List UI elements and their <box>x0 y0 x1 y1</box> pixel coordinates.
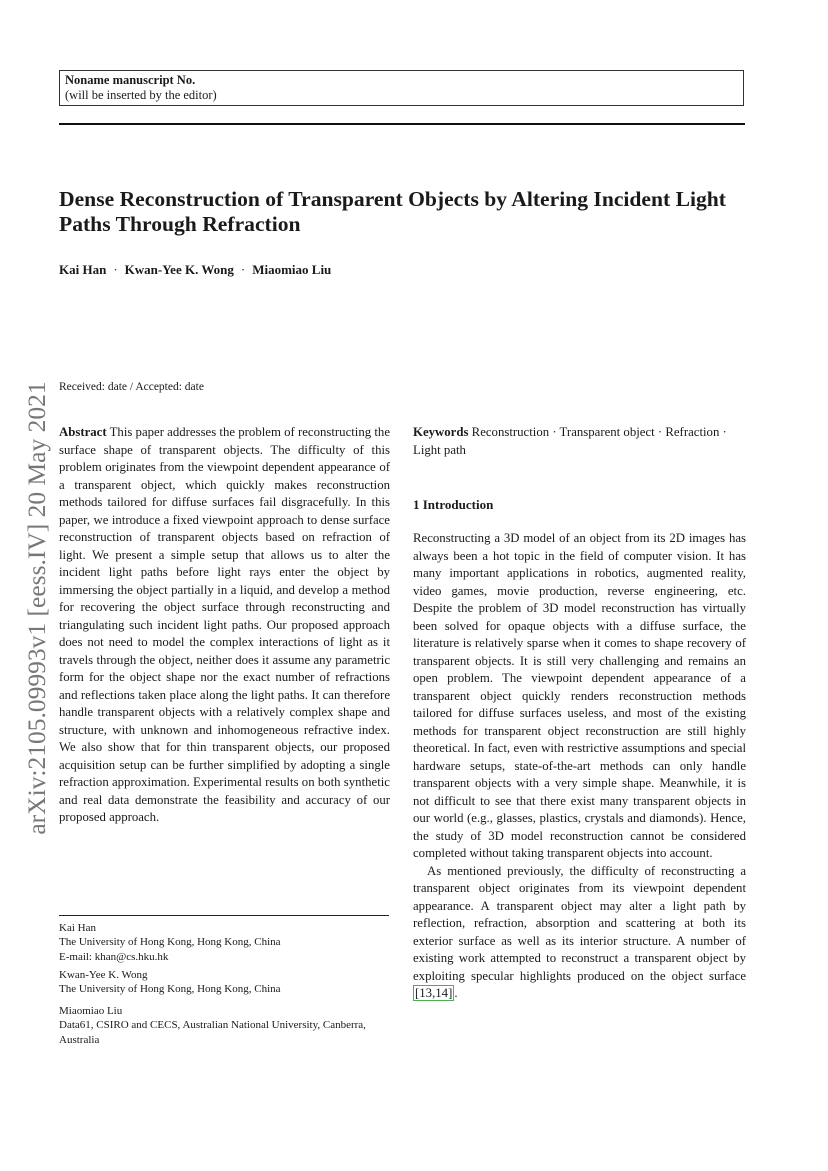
arxiv-stamp <box>15 355 59 860</box>
editor-note: (will be inserted by the editor) <box>65 88 217 102</box>
author-name: Kai Han <box>59 262 107 277</box>
affiliation-org: The University of Hong Kong, Hong Kong, China <box>59 983 281 996</box>
abstract <box>59 424 390 827</box>
paper-title: Dense Reconstruction of Transparent Objects by Altering Incident Light Paths Through Refraction <box>59 187 727 236</box>
intro-paragraph: Reconstructing a 3D model of an object from its 2D images has always been a hot topic in the field of computer vision. It has many important applications in robotics, augmented reality, video games, movie production, reverse engineering, etc. Despite the problem of 3D model reconstruction has virtually been solved for opaque objects with a diffuse surface, the literature is relatively sparse when it comes to shape recovery of transparent objects. It is still very challenging and remains an open problem. The viewpoint dependent appearance of a transparent object quickly renders reconstruction methods tailored for diffuse surfaces useless, and most of the existing methods for transparent object reconstruction are still highly theoretical. In fact, even with restrictive assumptions and special hardware setups, state-of-the-art methods can only handle transparent objects with a very simple shape. Meanwhile, it is not difficult to see that there exist many transparent objects in our world (e.g., glasses, plastics, crystals and diamonds). Hence, the study of 3D model reconstruction cannot be considered completed without taking transparent objects into account. <box>413 531 746 860</box>
author-list <box>59 262 331 278</box>
affiliation-name: Miaomiao Liu <box>59 1005 123 1017</box>
section-heading: 1 Introduction <box>413 497 494 512</box>
manuscript-number: Noname manuscript No. <box>65 73 196 87</box>
header-rule <box>59 123 745 125</box>
affiliation-block <box>59 921 399 964</box>
manuscript-header-box <box>59 70 744 106</box>
intro-paragraph-text: As mentioned previously, the difficulty of reconstructing a transparent object originates from its viewpoint dependent appearance. A transparent object may alter a light path by reflection, refraction, absorption and scattering at both its exterior surface as well as its interior structure. A number of existing work attempted to reconstruct a transparent object by exploiting specular highlights produced on the object surface <box>413 863 746 983</box>
author-separator: · <box>113 262 118 277</box>
citation-link[interactable]: [13,14] <box>415 986 453 1000</box>
introduction-body <box>413 530 746 1003</box>
intro-paragraph: As mentioned previously, the difficulty of reconstructing a transparent object originates from its viewpoint dependent appearance. A transparent object may alter a light path by reflection, refraction, absorption and scattering at both its exterior surface as well as its interior structure. A number of existing work attempted to reconstruct a transparent object by exploiting specular highlights produced on the object surface [13,14] . <box>413 863 746 1000</box>
footnote-rule <box>59 915 389 916</box>
author-name: Miaomiao Liu <box>252 262 332 277</box>
affiliation-org: Data61, CSIRO and CECS, Australian National University, Canberra, Australia <box>59 1019 366 1046</box>
received-date: Received: date / Accepted: date <box>59 381 204 393</box>
author-separator: · <box>240 262 246 277</box>
arxiv-identifier: arXiv:2105.09993v1 [eess.IV] 20 May 2021 <box>22 380 51 835</box>
affiliation-block <box>59 968 399 997</box>
affiliation-email: E-mail: khan@cs.hku.hk <box>59 950 169 963</box>
abstract-label: Abstract <box>59 425 107 439</box>
affiliation-org: The University of Hong Kong, Hong Kong, China <box>59 936 281 949</box>
author-name: Kwan-Yee K. Wong <box>124 262 234 277</box>
keywords <box>413 424 744 459</box>
affiliation-block <box>59 1004 399 1047</box>
affiliation-name: Kwan-Yee K. Wong <box>59 969 148 981</box>
keywords-text: Reconstruction · Transparent object · Refraction · Light path <box>413 425 727 457</box>
abstract-text: This paper addresses the problem of reconstructing the surface shape of transparent objects. The difficulty of this problem originates from the viewpoint dependent appearance of a transparent object, which quickly makes reconstruction methods tailored for diffuse surfaces fail disgracefully. In this paper, we introduce a fixed viewpoint approach to dense surface reconstruction of transparent objects based on refraction of light. We present a simple setup that allows us to alter the incident light paths before light rays enter the object by immersing the object partially in a liquid, and develop a method for recovering the object surface through reconstructing and triangulating such incident light paths. Our proposed approach does not need to model the complex interactions of light as it travels through the object, neither does it assume any parametric form for the object shape nor the exact number of refractions and reflections taken place along the light paths. It can therefore handle transparent objects with a relatively complex shape and structure, with unknown and inhomogeneous refractive index. We also show that for thin transparent objects, our proposed acquisition setup can be further simplified by adopting a single refraction approximation. Experimental results on both synthetic and real data demonstrate the feasibility and accuracy of our proposed approach. <box>59 425 390 824</box>
keywords-label: Keywords <box>413 425 469 439</box>
affiliation-name: Kai Han <box>59 922 96 934</box>
